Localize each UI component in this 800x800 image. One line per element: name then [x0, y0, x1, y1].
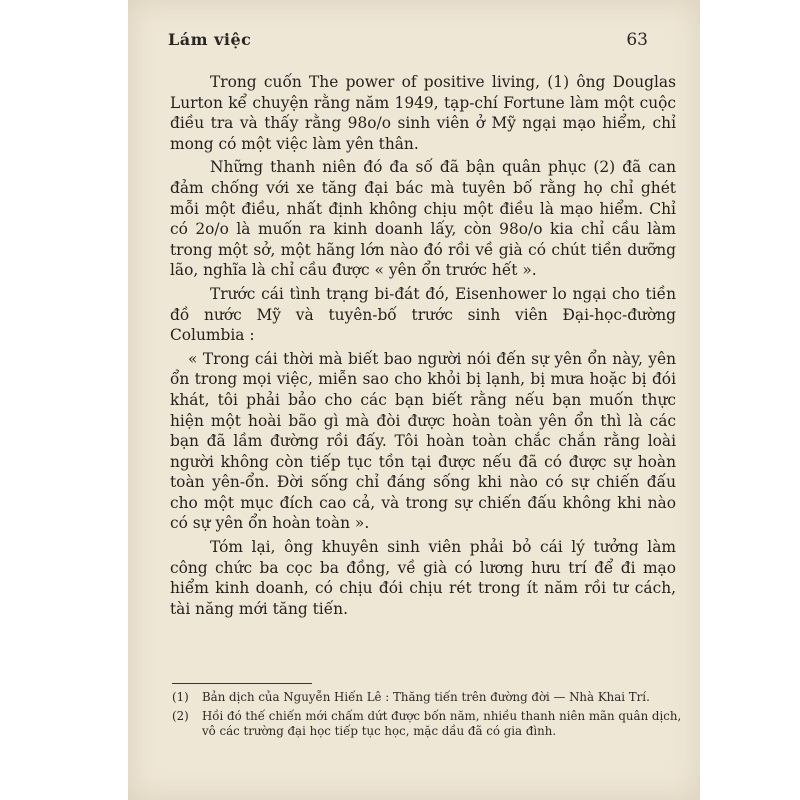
footnote-1 — [172, 690, 684, 706]
running-head: Lám việc — [168, 30, 252, 49]
paragraph-2: Những thanh niên đó đa số đã bận quân phục (2) đã can đảm chống với xe tăng đại bác mà tuyên bố rằng họ chỉ ghét mỗi một điều, nhất định không chịu một điều là mạo hiểm. Chỉ có 2o/o là muốn ra kinh doanh lấy, còn 98o/o kia chỉ cầu làm trong một sở, một hãng lớn nào đó rồi về già có chút tiền dưỡng lão, nghĩa là chỉ cầu được « yên ổn trước hết ». — [170, 158, 676, 280]
paragraph-5: Tóm lại, ông khuyên sinh viên phải bỏ cái lý tưởng làm công chức ba cọc ba đồng, về già có lương hưu trí để đi mạo hiểm kinh doanh, có chịu đói chịu rét trong ít năm rồi tư cách, tài năng mới tăng tiến. — [170, 538, 676, 618]
footnote-mark: (1) — [172, 690, 189, 704]
paragraph-1: Trong cuốn The power of positive living, (1) ông Douglas Lurton kể chuyện rằng năm 1949, tạp-chí Fortune làm một cuộc điều tra và thấy rằng 98o/o sinh viên ở Mỹ ngại mạo hiểm, chỉ mong có một việc làm yên thân. — [170, 73, 676, 153]
paragraph-3: Trước cái tình trạng bi-đát đó, Eisenhower lo ngại cho tiền đồ nước Mỹ và tuyên-bố trước sinh viên Đại-học-đường Columbia : — [170, 284, 676, 345]
footnote-divider — [172, 683, 312, 684]
footnote-2 — [172, 709, 684, 740]
footnote-text: Hồi đó thế chiến mới chấm dứt được bốn năm, nhiều thanh niên mãn quân dịch, vô các trường đại học tiếp tục học, mặc dầu đã có gia đình. — [202, 708, 682, 739]
body-text — [170, 72, 676, 619]
quotation-paragraph: « Trong cái thời mà biết bao người nói đến sự yên ổn này, yên ổn trong mọi việc, miễn sao cho khỏi bị lạnh, bị mưa hoặc bị đói khát, tôi phải bảo cho các bạn biết rằng nếu bạn muốn thực hiện một hoài bão gì mà đòi được hoàn toàn yên ổn thì là các bạn đã lầm đường rồi đấy. Tôi hoàn toàn chắc chắn rằng loài người không còn tiếp tục tồn tại được nếu đã có được sự hoàn toàn yên-ổn. Đời sống chỉ đáng sống khi nào có sự chiến đấu cho một mục đích cao cả, và trong sự chiến đấu không khi nào có sự yên ổn hoàn toàn ». — [170, 349, 676, 533]
page-number: 63 — [626, 30, 648, 50]
footnote-mark: (2) — [172, 708, 189, 723]
book-page — [128, 0, 700, 800]
page-header — [168, 30, 648, 54]
footnote-text: Bản dịch của Nguyễn Hiến Lê : Thăng tiến trên đường đời — Nhà Khai Trí. — [202, 690, 650, 704]
footnotes — [172, 690, 684, 743]
